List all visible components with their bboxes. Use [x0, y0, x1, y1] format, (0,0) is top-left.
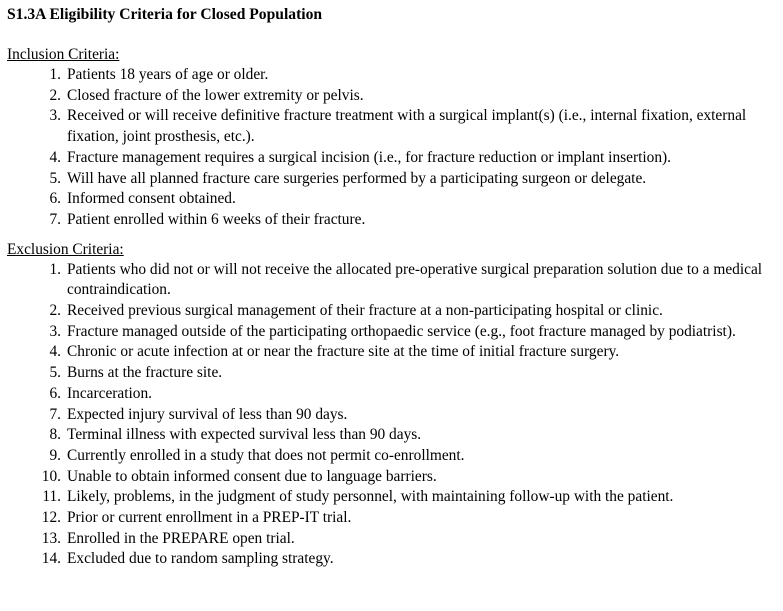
exclusion-item-6 — [7, 384, 777, 405]
item-number: 4. — [49, 343, 61, 361]
item-number: 6. — [49, 190, 61, 208]
item-number: 8. — [49, 426, 61, 444]
exclusion-item-2 — [7, 301, 777, 322]
item-number: 14. — [41, 550, 61, 568]
item-number: 5. — [49, 364, 61, 382]
inclusion-item-1 — [7, 65, 777, 86]
item-number: 11. — [42, 488, 61, 506]
inclusion-section — [7, 44, 777, 231]
item-text: Burns at the fracture site. — [67, 364, 223, 382]
exclusion-item-1 — [7, 260, 777, 301]
exclusion-item-4 — [7, 342, 777, 363]
exclusion-item-13 — [7, 529, 777, 550]
item-number: 2. — [49, 302, 61, 320]
item-number: 6. — [49, 384, 61, 402]
item-number: 4. — [49, 148, 61, 166]
exclusion-list — [7, 260, 777, 571]
item-text: Patients 18 years of age or older. — [67, 66, 269, 83]
item-number: 5. — [49, 169, 61, 187]
exclusion-item-11 — [7, 487, 777, 508]
item-number: 12. — [41, 509, 61, 527]
item-text: Fracture management requires a surgical incision (i.e., for fracture reduction or implant insertion). — [67, 148, 672, 166]
inclusion-item-7 — [7, 210, 777, 231]
item-number: 10. — [41, 467, 61, 485]
item-number: 7. — [49, 210, 61, 228]
document-page — [7, 5, 777, 578]
exclusion-label: Exclusion Criteria: — [7, 240, 124, 258]
item-text: Fracture managed outside of the participating orthopaedic service (e.g., foot fracture managed by podiatrist). — [67, 322, 736, 340]
inclusion-item-4 — [7, 148, 777, 169]
exclusion-item-10 — [7, 467, 777, 488]
item-text: Excluded due to random sampling strategy. — [67, 550, 334, 568]
item-text: Received previous surgical management of their fracture at a non-participating hospital or clinic. — [67, 302, 663, 320]
item-text: Received or will receive definitive fracture treatment with a surgical implant(s) (i.e., internal fixation, external fixation, joint prosthesis, etc.). — [67, 107, 747, 146]
exclusion-item-7 — [7, 405, 777, 426]
item-number: 2. — [49, 86, 61, 104]
item-number: 3. — [49, 107, 61, 125]
item-text: Enrolled in the PREPARE open trial. — [67, 529, 295, 547]
exclusion-section — [7, 239, 777, 571]
item-number: 7. — [49, 405, 61, 423]
item-number: 9. — [49, 446, 61, 464]
item-text: Prior or current enrollment in a PREP-IT trial. — [67, 509, 352, 527]
item-number: 1. — [49, 66, 61, 83]
item-text: Incarceration. — [67, 384, 153, 402]
exclusion-item-9 — [7, 446, 777, 467]
section-heading: S1.3A Eligibility Criteria for Closed Population — [7, 6, 323, 23]
inclusion-list — [7, 65, 777, 231]
inclusion-label: Inclusion Criteria: — [7, 46, 120, 63]
item-text: Closed fracture of the lower extremity or pelvis. — [67, 86, 364, 104]
item-text: Currently enrolled in a study that does not permit co-enrollment. — [67, 446, 465, 464]
item-text: Terminal illness with expected survival less than 90 days. — [67, 426, 422, 444]
exclusion-item-8 — [7, 425, 777, 446]
inclusion-item-6 — [7, 189, 777, 210]
inclusion-item-5 — [7, 169, 777, 190]
item-text: Patients who did not or will not receive the allocated pre-operative surgical preparation solution due to a medical contraindication. — [67, 260, 763, 299]
exclusion-item-12 — [7, 508, 777, 529]
inclusion-item-3 — [7, 106, 777, 147]
inclusion-item-2 — [7, 86, 777, 107]
item-number: 13. — [41, 529, 61, 547]
item-text: Patient enrolled within 6 weeks of their fracture. — [67, 210, 366, 228]
exclusion-item-14 — [7, 549, 777, 570]
item-text: Chronic or acute infection at or near the fracture site at the time of initial fracture surgery. — [67, 343, 620, 361]
exclusion-item-3 — [7, 322, 777, 343]
item-text: Informed consent obtained. — [67, 190, 236, 208]
item-text: Will have all planned fracture care surgeries performed by a participating surgeon or delegate. — [67, 169, 647, 187]
item-text: Expected injury survival of less than 90 days. — [67, 405, 348, 423]
item-number: 3. — [49, 322, 61, 340]
exclusion-item-5 — [7, 363, 777, 384]
item-text: Likely, problems, in the judgment of study personnel, with maintaining follow-up with the patient. — [67, 488, 674, 506]
item-number: 1. — [49, 260, 61, 278]
item-text: Unable to obtain informed consent due to language barriers. — [67, 467, 437, 485]
